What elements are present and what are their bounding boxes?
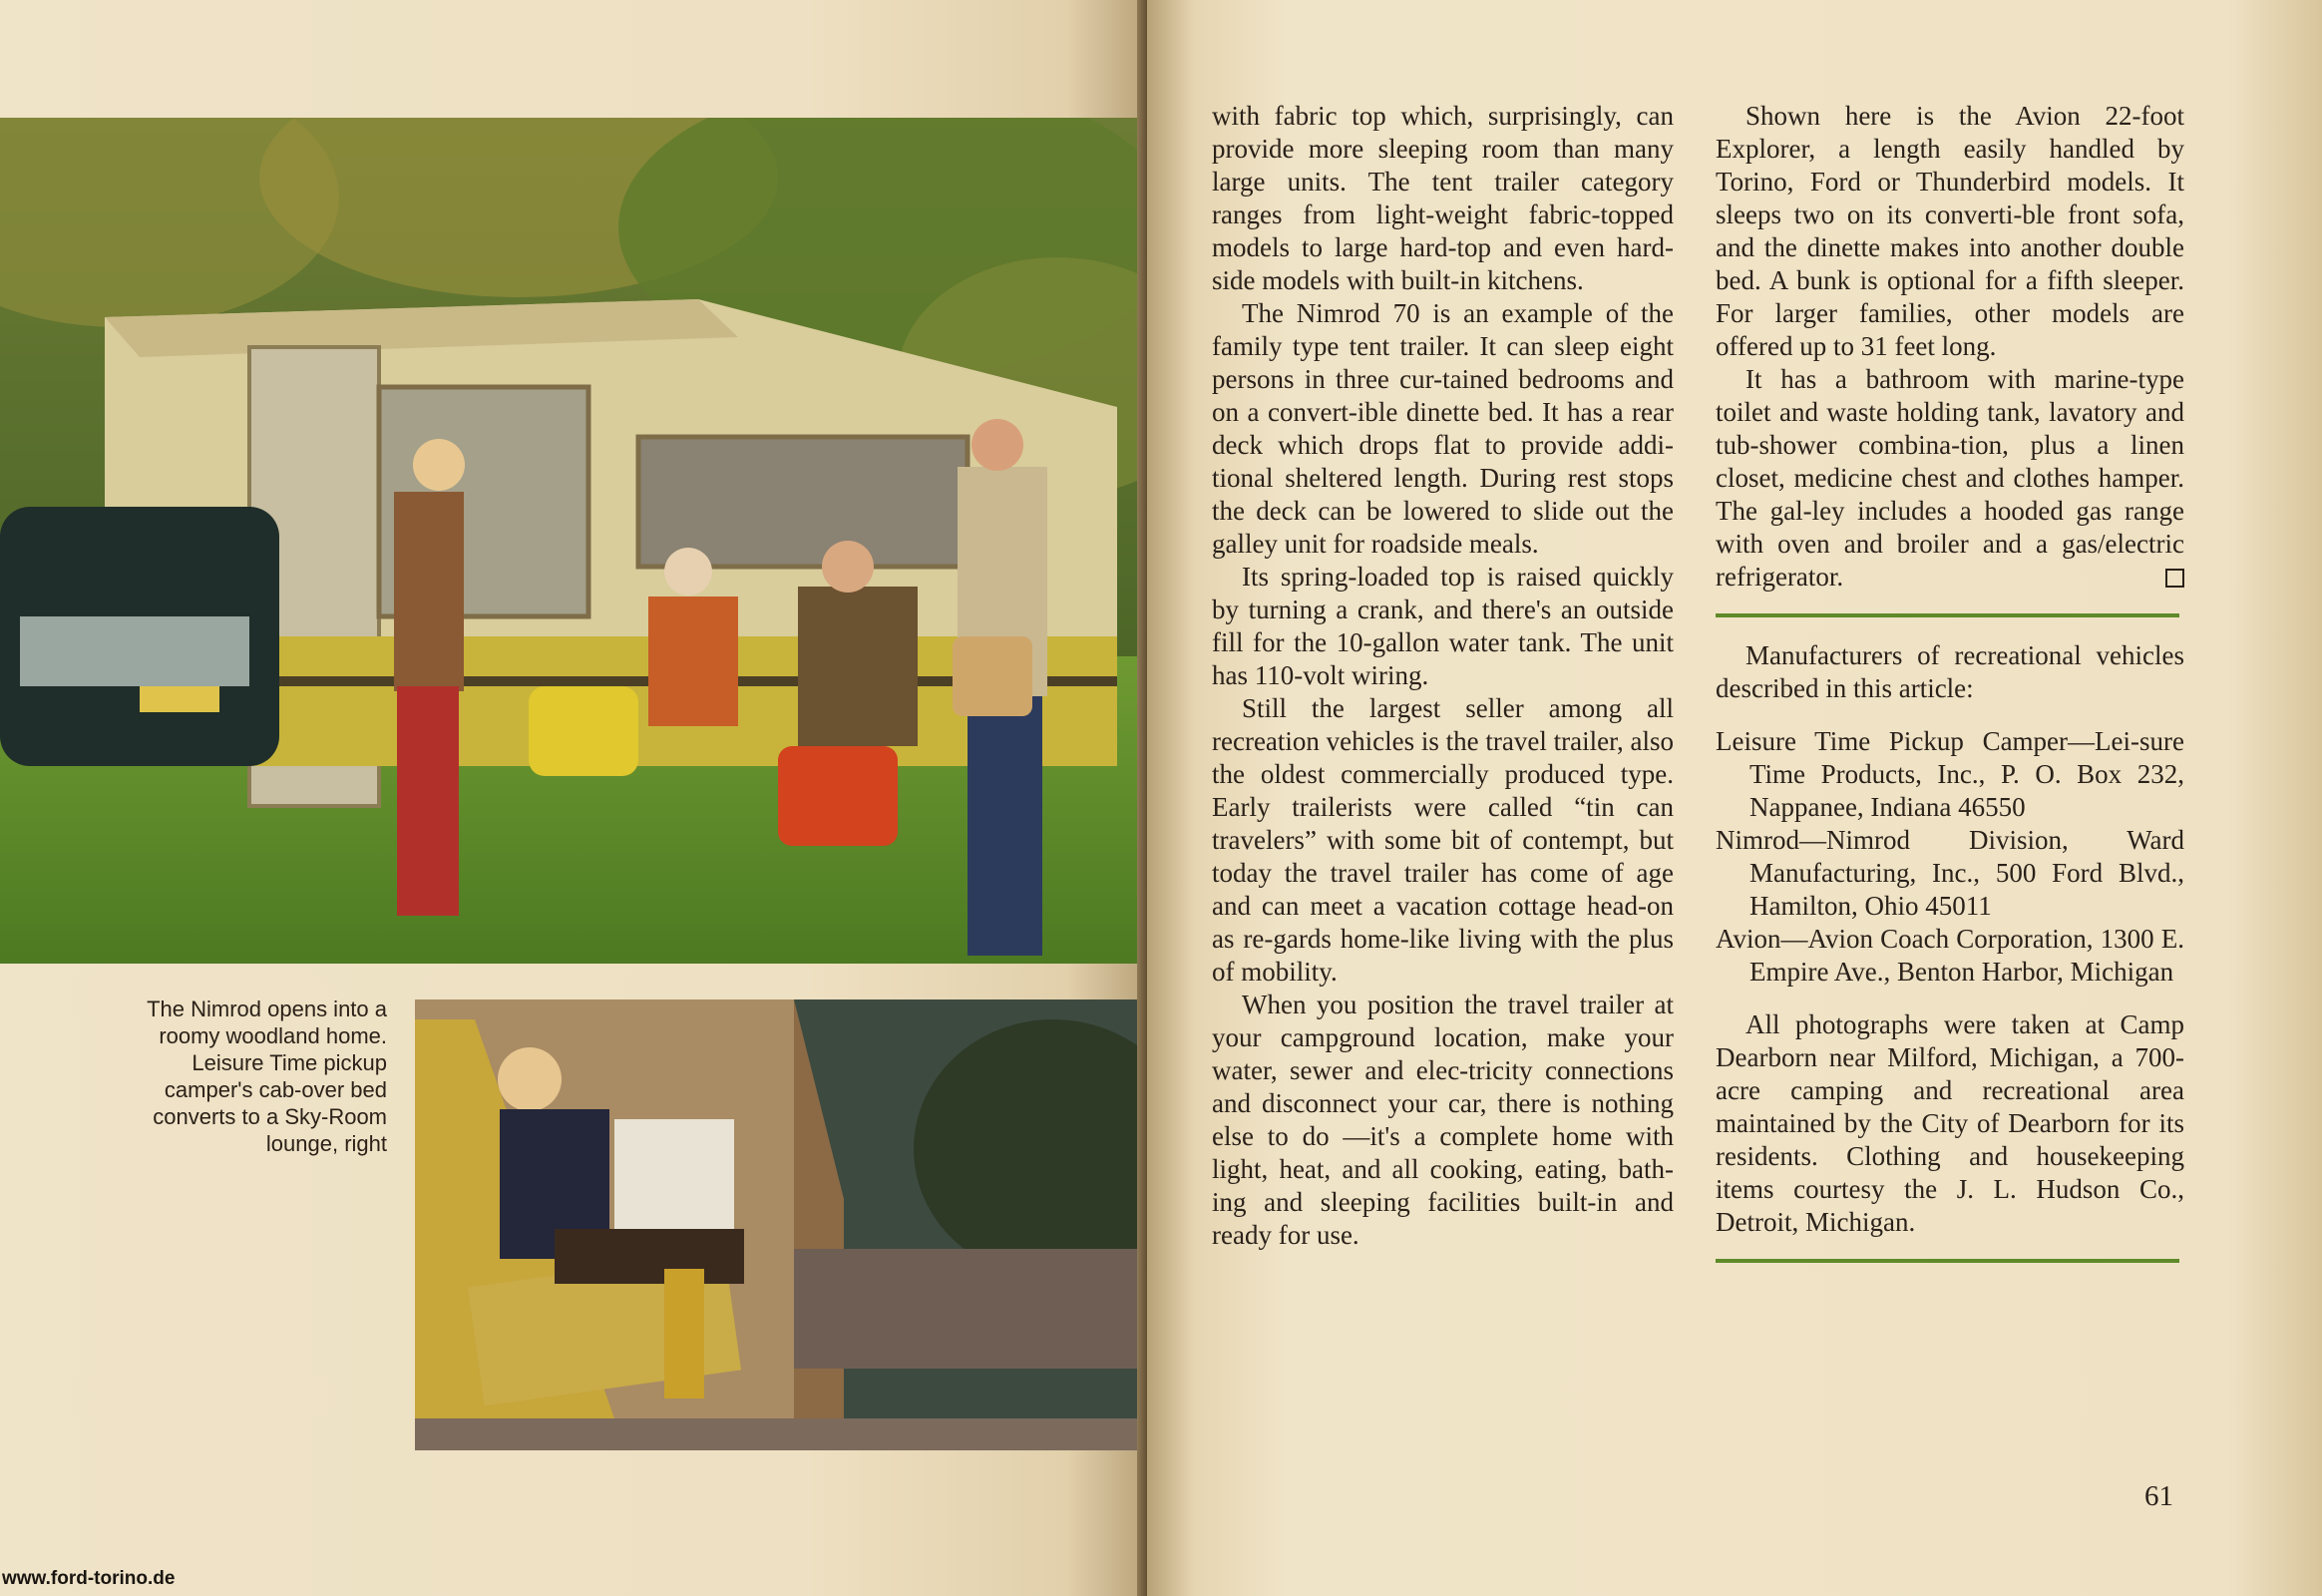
manufacturer-entry: Leisure Time Pickup Camper—Lei-sure Time Products, Inc., P. O. Box 232, Nappanee, Indiana 46550: [1716, 726, 2184, 822]
photo-caption: The Nimrod opens into a roomy woodland home. Leisure Time pickup camper's cab-over bed converts to a Sky-Room lounge, right: [147, 997, 387, 1156]
paragraph: The Nimrod 70 is an example of the family type tent trailer. It can sleep eight persons in three cur-tained bedrooms and on a convert-ible dinette bed. It has a rear deck which drops flat to provide addi-tional sheltered length. During rest stops the deck can be lowered to slide out the galley unit for roadside meals.: [1212, 298, 1674, 559]
paragraph: Its spring-loaded top is raised quickly by turning a crank, and there's an outside fill for the 10-gallon water tank. The unit has 110-volt wiring.: [1212, 562, 1674, 690]
camper-interior-photo: [415, 999, 1142, 1450]
left-page: [0, 0, 1147, 1596]
boy-in-camper-lounge-image: [415, 999, 1142, 1450]
paragraph-text: It has a bathroom with marine-type toilet and waste holding tank, lavatory and tub-shower combina-tion, plus a linen closet, medicine chest and clothes hamper. The gal-ley includes a hooded gas range with oven and broiler and a gas/electric refrigerator.: [1716, 364, 2184, 592]
paragraph: Shown here is the Avion 22-foot Explorer, a length easily handled by Torino, Ford or Thunderbird models. It sleeps two on its converti-ble front sofa, and the dinette makes into another double bed. A bunk is optional for a fifth sleeper. For larger families, other models are offered up to 31 feet long.: [1716, 101, 2184, 361]
page-number: 61: [2144, 1480, 2173, 1512]
article-column-2: [1716, 100, 2184, 1285]
manufacturers-intro: Manufacturers of recreational vehicles described in this article:: [1716, 640, 2184, 703]
campsite-photo: [0, 118, 1142, 964]
paragraph: with fabric top which, surprisingly, can provide more sleeping room than many large units. The tent trailer category ranges from light-weight fabric-topped models to large hard-top and even hard-side models with built-in kitchens.: [1212, 101, 1674, 295]
manufacturer-entry: Nimrod—Nimrod Division, Ward Manufacturing, Inc., 500 Ford Blvd., Hamilton, Ohio 45011: [1716, 825, 2184, 921]
paragraph: When you position the travel trailer at your campground location, make your water, sewer and elec-tricity connections and disconnect your car, there is nothing else to do —it's a complete home with light, heat, and all cooking, eating, bath-ing and sleeping facilities built-in and ready for use.: [1212, 990, 1674, 1250]
website-watermark: www.ford-torino.de: [2, 1568, 176, 1589]
end-of-article-icon: [2165, 569, 2184, 588]
manufacturer-entry: Avion—Avion Coach Corporation, 1300 E. Empire Ave., Benton Harbor, Michigan: [1716, 924, 2184, 987]
green-divider: [1716, 1259, 2179, 1263]
green-divider: [1716, 613, 2179, 617]
paragraph-with-end-mark: [1716, 363, 2184, 594]
paragraph: Still the largest seller among all recreation vehicles is the travel trailer, also the oldest commercially produced type. Early trailerists were called “tin can travelers” with some bit of contempt, but today the travel trailer has come of age and can meet a vacation cottage head-on as re-gards home-like living with the plus of mobility.: [1212, 693, 1674, 987]
photo-credit: All photographs were taken at Camp Dearborn near Milford, Michigan, a 700-acre camping and recreational area maintained by the City of Dearborn for its residents. Clothing and housekeeping items courtesy the J. L. Hudson Co., Detroit, Michigan.: [1716, 1009, 2184, 1237]
article-column-1: [1212, 100, 1674, 1252]
tent-trailer-family-image: [0, 118, 1142, 964]
